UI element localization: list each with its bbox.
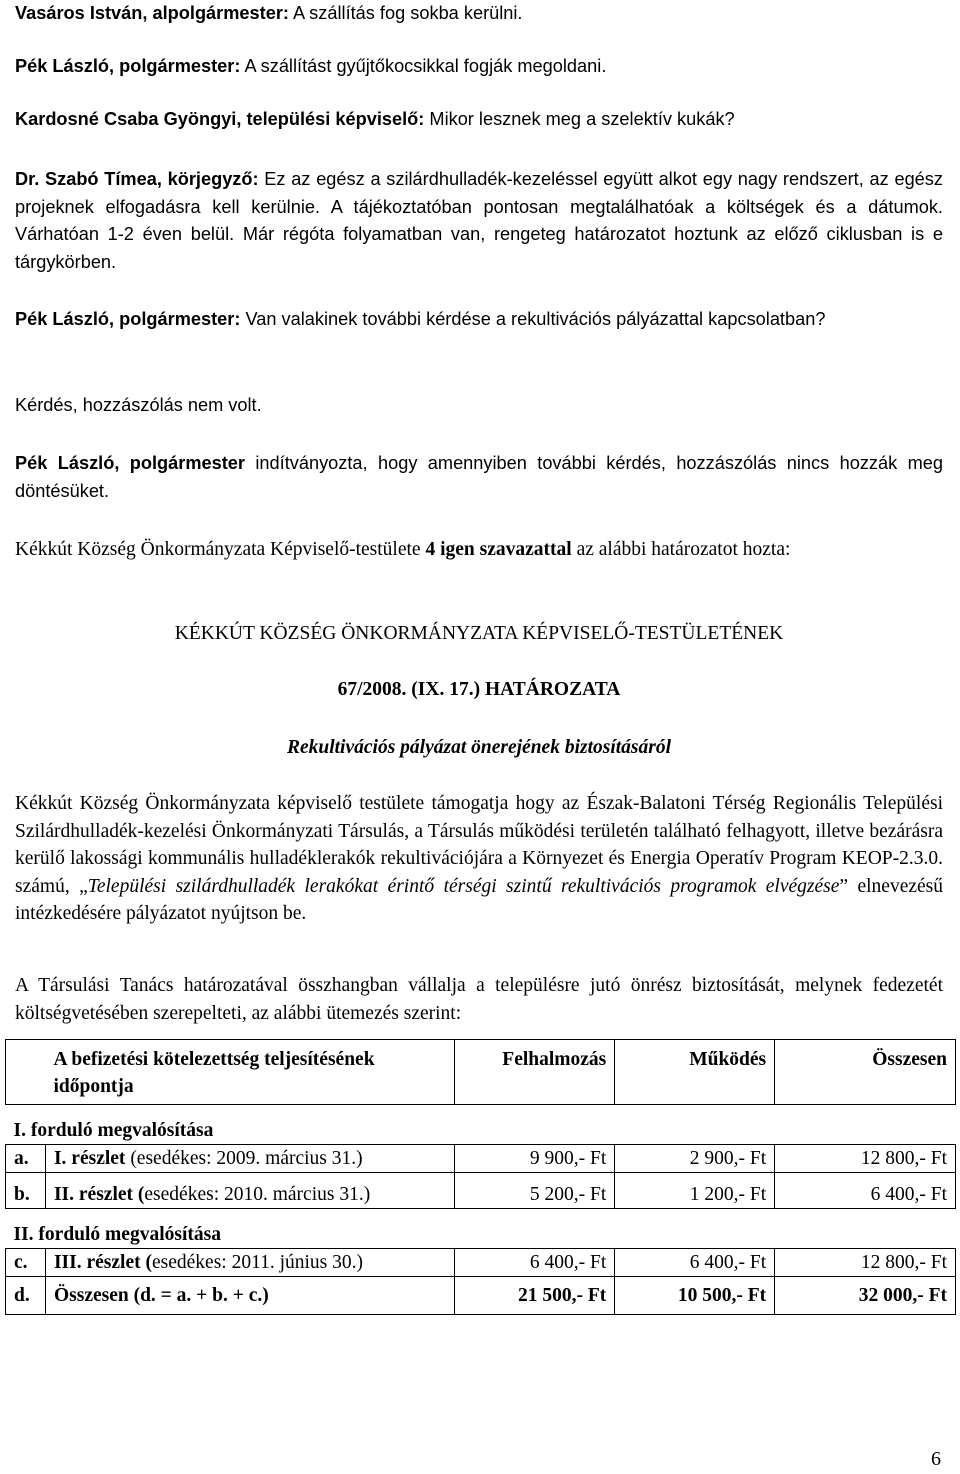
resolution-number: 67/2008. (IX. 17.) HATÁROZATA: [337, 679, 621, 700]
resolution-body-title: KÉKKÚT KÖZSÉG ÖNKORMÁNYZATA KÉPVISELŐ-TESTÜLETÉNEK: [174, 623, 784, 644]
statement-pek-3: [15, 450, 943, 505]
payment-schedule-table: [5, 1039, 956, 1315]
row-operation: 1 200,- Ft: [615, 1173, 775, 1209]
table-header-row: [6, 1040, 956, 1105]
header-due-date: A befizetési kötelezettség teljesítésének időpontja: [45, 1040, 454, 1105]
round-1-label: I. forduló megvalósítása: [13, 1120, 214, 1141]
header-accumulation: Felhalmozás: [455, 1040, 615, 1105]
row-letter: d.: [6, 1277, 46, 1315]
total-sum: 32 000,- Ft: [775, 1277, 956, 1315]
table-row: [6, 1145, 956, 1173]
total-operation: 10 500,- Ft: [615, 1277, 775, 1315]
row-total: 12 800,- Ft: [775, 1249, 956, 1277]
resolution-text-1: Kékkút Község Önkormányzata képviselő testülete támogatja hogy az Észak-Balatoni Térség Regionális Települési Szilárdhulladék-kezelési Önkormányzati Társulás, a Társulás működési területén található felhagyott, illetve bezárásra kerülő lakossági kommunális hulladéklerakók rekultivációjára a Környezet és Energia Operatív Program KEOP-2.3.0. számú, „Települési szilárdhulladék lerakókat érintő térségi szintű rekultivációs programok elvégzése” elnevezésű intézkedésére pályázatot nyújtson be.: [15, 793, 943, 924]
round-row: [6, 1105, 956, 1145]
speaker-name: Vasáros István, alpolgármester:: [15, 3, 289, 23]
statement-text: A szállítás fog sokba kerülni.: [288, 3, 523, 23]
row-description: II. részlet (esedékes: 2010. március 31.): [45, 1173, 454, 1209]
speaker-name: Pék László, polgármester:: [15, 56, 241, 76]
total-row: [6, 1277, 956, 1315]
statement-kardosne: [15, 106, 943, 134]
row-operation: 6 400,- Ft: [615, 1249, 775, 1277]
statement-text: indítványozta, hogy amennyiben további kérdés, hozzászólás nincs hozzák meg döntésüket.: [15, 453, 943, 501]
row-letter: c.: [6, 1249, 46, 1277]
round-2-label: II. forduló megvalósítása: [13, 1224, 221, 1245]
table-row: [6, 1173, 956, 1209]
row-accumulation: 9 900,- Ft: [455, 1145, 615, 1173]
speaker-name: Pék László, polgármester:: [15, 309, 241, 329]
statement-text: Ez az egész a szilárdhulladék-kezeléssel együtt alkot egy nagy rendszert, az egész projeknek elfogadásra kell kerülnie. A tájékoztatóban pontosan megtalálhatóak a költségek és a dátumok. Várhatóan 1-2 éven belül. Már régóta folyamatban van, rengeteg határozatot hoztunk az előző ciklusban is e tárgykörben.: [15, 169, 943, 272]
row-description: I. részlet (esedékes: 2009. március 31.): [45, 1145, 454, 1173]
header-total: Összesen: [775, 1040, 956, 1105]
round-row: [6, 1209, 956, 1249]
no-questions-note: Kérdés, hozzászólás nem volt.: [15, 395, 262, 415]
statement-text: Mikor lesznek meg a szelektív kukák?: [424, 109, 735, 129]
total-accumulation: 21 500,- Ft: [455, 1277, 615, 1315]
statement-pek-2: [15, 306, 943, 334]
row-description: III. részlet (esedékes: 2011. június 30.): [45, 1249, 454, 1277]
program-name: Települési szilárdhulladék lerakókat érintő térségi szintű rekultivációs programok elvégzése: [87, 875, 840, 897]
statement-szabo: [15, 166, 943, 276]
statement-text: Van valakinek további kérdése a rekultivációs pályázattal kapcsolatban?: [240, 309, 826, 329]
row-operation: 2 900,- Ft: [615, 1145, 775, 1173]
row-letter: a.: [6, 1145, 46, 1173]
resolution-subject: Rekultivációs pályázat önerejének biztosításáról: [286, 737, 672, 758]
page-number: 6: [931, 1448, 941, 1470]
statement-text: A szállítást gyűjtőkocsikkal fogják megoldani.: [240, 56, 607, 76]
vote-count: 4 igen szavazattal: [425, 539, 572, 560]
row-total: 12 800,- Ft: [775, 1145, 956, 1173]
row-total: 6 400,- Ft: [775, 1173, 956, 1209]
statement-vasaros: [15, 0, 943, 28]
row-letter: b.: [6, 1173, 46, 1209]
resolution-text-2: A Társulási Tanács határozatával összhangban vállalja a településre jutó önrész biztosítását, melynek fedezetét költségvetésében szerepelteti, az alábbi ütemezés szerint:: [15, 975, 943, 1024]
speaker-name: Dr. Szabó Tímea, körjegyző:: [15, 169, 259, 189]
row-accumulation: 6 400,- Ft: [455, 1249, 615, 1277]
statement-pek-1: [15, 53, 943, 81]
table-row: [6, 1249, 956, 1277]
speaker-name: Kardosné Csaba Gyöngyi, települési képviselő:: [15, 109, 425, 129]
header-operation: Működés: [615, 1040, 775, 1105]
total-label: Összesen (d. = a. + b. + c.): [45, 1277, 454, 1315]
row-accumulation: 5 200,- Ft: [455, 1173, 615, 1209]
vote-statement: Kékkút Község Önkormányzata Képviselő-testülete 4 igen szavazattal az alábbi határozatot hozta:: [15, 539, 791, 560]
speaker-name: Pék László, polgármester: [15, 453, 245, 473]
